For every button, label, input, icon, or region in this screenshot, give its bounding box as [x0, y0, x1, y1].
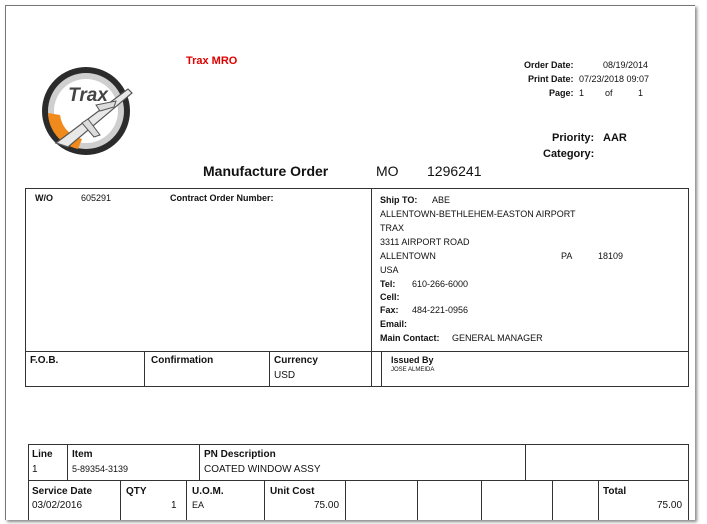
print-date: 07/23/2018 09:07 [579, 74, 650, 84]
terms-row-divider [25, 351, 689, 352]
page-number: 1 [579, 88, 585, 98]
service-date-header: Service Date [32, 486, 93, 497]
currency-value: USD [274, 370, 296, 381]
qty-header: QTY [126, 486, 147, 497]
main-contact-value: GENERAL MANAGER [452, 333, 543, 343]
line-header: Line [32, 449, 53, 460]
tel-value: 610-266-6000 [412, 279, 469, 289]
currency-label: Currency [274, 355, 318, 366]
qty-value: 1 [171, 500, 177, 511]
email-label: Email: [380, 319, 408, 329]
unit-cost: 75.00 [314, 500, 340, 511]
pn-description: COATED WINDOW ASSY [204, 464, 321, 475]
trax-logo [38, 61, 138, 161]
ship-to-label: Ship TO: [380, 195, 418, 205]
priority-label: Priority: [552, 132, 595, 144]
ship-to-city: ALLENTOWN [380, 251, 436, 261]
main-contact-label: Main Contact: [380, 333, 440, 343]
uom-value: EA [192, 500, 205, 510]
svg-text:Trax: Trax [68, 85, 108, 106]
item-number: 5-89354-3139 [72, 464, 129, 474]
mo-number: 1296241 [427, 163, 482, 179]
ship-to-street: 3311 AIRPORT ROAD [380, 237, 470, 247]
confirmation-label: Confirmation [151, 355, 214, 366]
document-title: Manufacture Order [203, 163, 329, 179]
uom-header: U.O.M. [192, 486, 224, 497]
issued-by-label: Issued By [391, 355, 434, 365]
page-of: of [605, 88, 613, 98]
ship-to-zip: 18109 [598, 251, 624, 261]
total-value: 75.00 [657, 500, 683, 511]
ship-to-country: USA [380, 265, 399, 275]
total-header: Total [603, 486, 627, 497]
order-box-divider [371, 188, 372, 387]
ship-to-company: TRAX [380, 223, 405, 233]
mo-label: MO [376, 163, 399, 179]
category-label: Category: [543, 148, 595, 160]
tel-label: Tel: [380, 279, 396, 289]
line-number: 1 [32, 464, 38, 475]
line-item-table [28, 444, 689, 520]
company-name: Trax MRO [186, 55, 238, 67]
fax-label: Fax: [380, 305, 399, 315]
cell-label: Cell: [380, 292, 400, 302]
ship-to-state: PA [561, 251, 573, 261]
order-date: 08/19/2014 [603, 60, 649, 70]
page-total: 1 [638, 88, 644, 98]
ship-to-code: ABE [432, 195, 451, 205]
contract-order-label: Contract Order Number: [170, 193, 274, 203]
wo-number: 605291 [81, 193, 112, 203]
ship-to-name: ALLENTOWN-BETHLEHEM-EASTON AIRPORT [380, 209, 576, 219]
item-header: Item [72, 449, 93, 460]
wo-label: W/O [35, 193, 53, 203]
unit-cost-header: Unit Cost [270, 486, 315, 497]
priority-value: AAR [603, 132, 627, 144]
fax-value: 484-221-0956 [412, 305, 469, 315]
fob-label: F.O.B. [30, 355, 59, 366]
order-info-box [25, 188, 689, 387]
service-date: 03/02/2016 [32, 500, 83, 511]
page-label: Page: [549, 88, 574, 98]
document-page [5, 5, 695, 520]
print-date-label: Print Date: [528, 74, 574, 84]
issued-by-value: JOSE ALMEIDA [391, 367, 435, 373]
pn-description-header: PN Description [204, 449, 276, 460]
order-date-label: Order Date: [524, 60, 574, 70]
